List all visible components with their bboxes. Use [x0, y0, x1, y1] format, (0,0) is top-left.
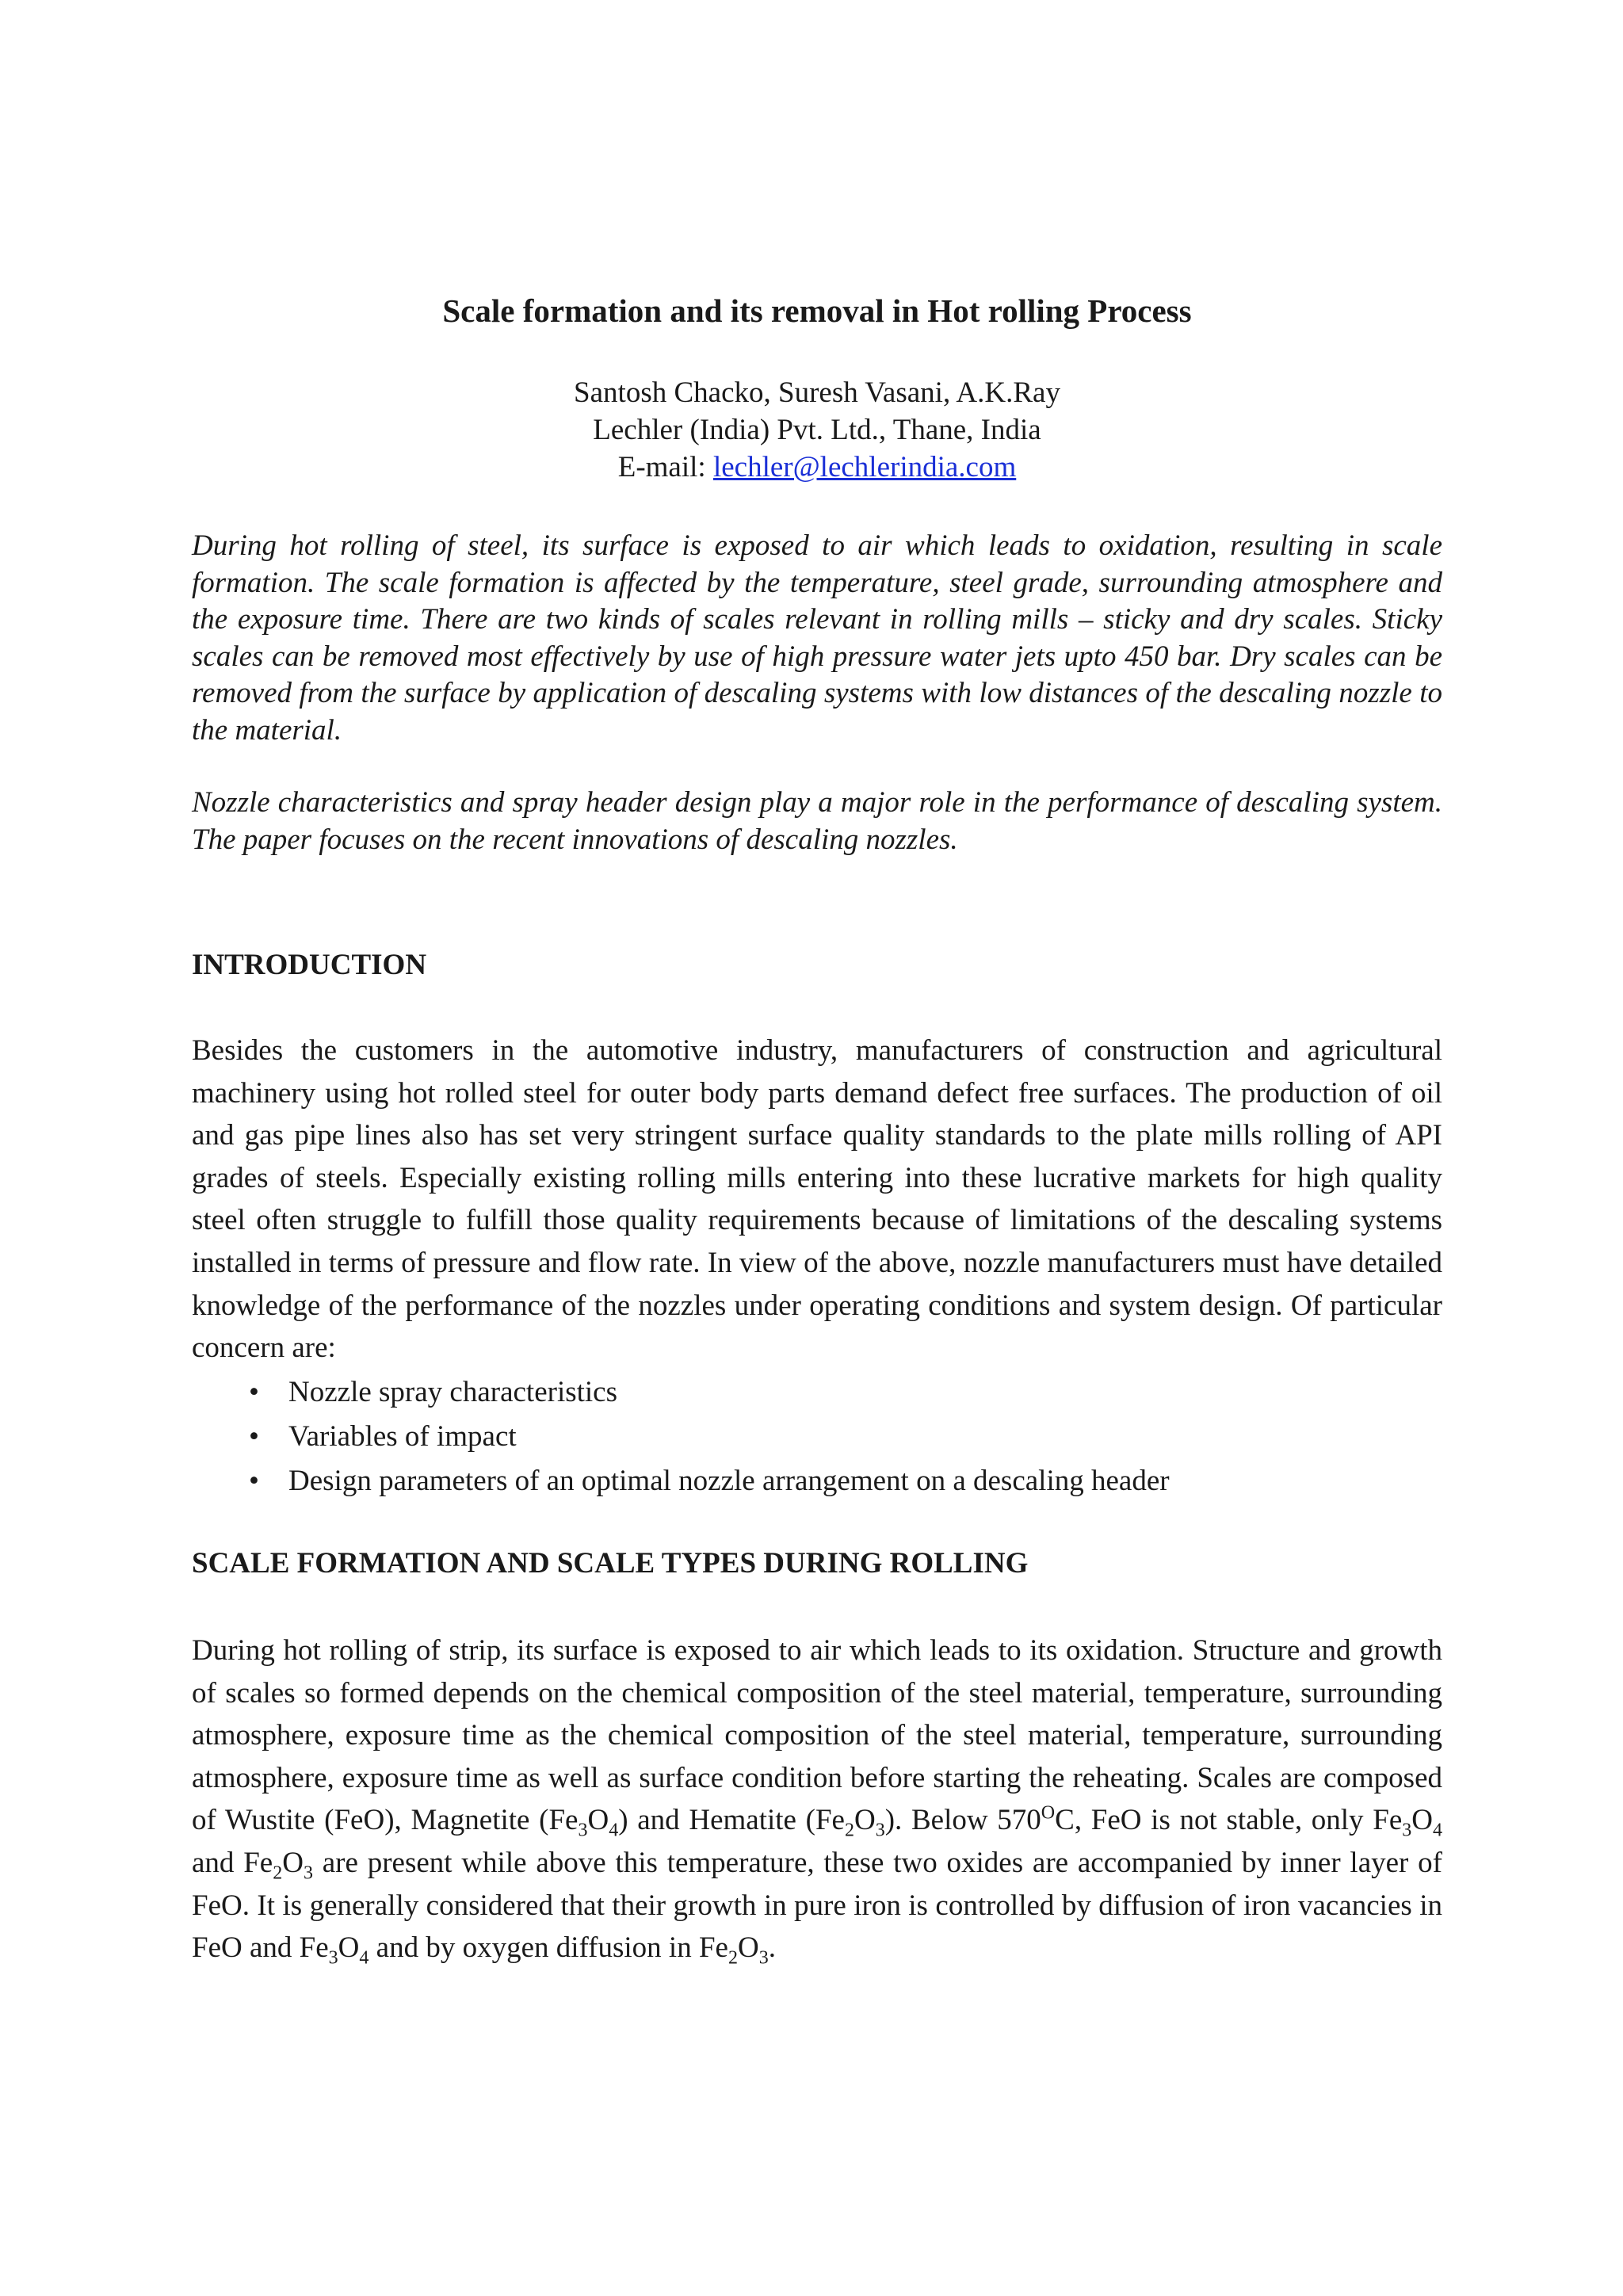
subscript: 2	[844, 1820, 854, 1841]
subscript: 3	[578, 1820, 588, 1841]
subscript: 3	[328, 1947, 338, 1969]
bullet-icon: •	[249, 1465, 259, 1497]
list-item	[192, 1370, 1442, 1415]
text-run: O	[854, 1804, 876, 1837]
subscript: 3	[758, 1947, 769, 1969]
subscript: 3	[1402, 1820, 1412, 1841]
subscript: 3	[875, 1820, 885, 1841]
author-names: Santosh Chacko, Suresh Vasani, A.K.Ray	[574, 376, 1060, 409]
introduction-paragraph: Besides the customers in the automotive industry, manufacturers of construction and agricultural machinery using hot rolled steel for outer body parts demand defect free surfaces. The production of oil and gas pipe lines also has set very stringent surface quality standards to the plate mills rolling of API grades of steels. Especially existing rolling mills entering into these lucrative markets for high quality steel often struggle to fulfill those quality requirements because of limitations of the descaling systems installed in terms of pressure and flow rate. In view of the above, nozzle manufacturers must have detailed knowledge of the performance of the nozzles under operating conditions and system design. Of particular concern are:	[192, 1034, 1442, 1365]
text-run: and by oxygen diffusion in Fe	[369, 1931, 728, 1965]
list-item-text: Design parameters of an optimal nozzle arrangement on a descaling header	[288, 1465, 1170, 1497]
text-run: are present while above this temperature, these two oxides are accompanied by inner layer of FeO. It is generally considered that their growth in pure iron is controlled by diffusion of iron vacancies in FeO and Fe	[192, 1846, 1442, 1965]
bullet-icon: •	[249, 1420, 259, 1453]
section-heading-scale-formation: SCALE FORMATION AND SCALE TYPES DURING ROLLING	[192, 1547, 1029, 1580]
author-block	[192, 374, 1442, 486]
subscript: 3	[303, 1862, 313, 1884]
abstract-paragraph-2: Nozzle characteristics and spray header design play a major role in the performance of descaling system. The paper focuses on the recent innovations of descaling nozzles.	[192, 786, 1442, 856]
scale-formation-paragraph	[192, 1629, 1442, 1969]
subscript: 2	[727, 1947, 738, 1969]
text-run: .	[768, 1931, 776, 1965]
superscript: O	[1041, 1803, 1056, 1824]
text-run: C, FeO is not stable, only Fe	[1055, 1804, 1403, 1837]
section-heading-introduction: INTRODUCTION	[192, 949, 427, 981]
text-run: O	[737, 1931, 759, 1965]
list-item-text: Nozzle spray characteristics	[288, 1376, 618, 1408]
text-run: O	[587, 1804, 609, 1837]
subscript: 4	[609, 1820, 619, 1841]
list-item-text: Variables of impact	[288, 1420, 517, 1453]
text-run: O	[338, 1931, 360, 1965]
subscript: 4	[359, 1947, 369, 1969]
abstract-paragraph-1: During hot rolling of steel, its surface is exposed to air which leads to oxidation, resulting in scale formation. The scale formation is affected by the temperature, steel grade, surrounding atmosphere and the exposure time. There are two kinds of scales relevant in rolling mills – sticky and dry scales. Sticky scales can be removed most effectively by use of high pressure water jets upto 450 bar. Dry scales can be removed from the surface by application of descaling systems with low distances of the descaling nozzle to the material.	[192, 529, 1442, 747]
subscript: 2	[273, 1862, 283, 1884]
text-run: and Fe	[192, 1846, 273, 1879]
list-item	[192, 1459, 1442, 1503]
author-email-line	[192, 449, 1442, 486]
concern-list	[192, 1370, 1442, 1503]
list-item	[192, 1415, 1442, 1459]
text-run: O	[282, 1846, 304, 1879]
subscript: 4	[1433, 1820, 1442, 1841]
paper-title: Scale formation and its removal in Hot rolling Process	[442, 292, 1192, 329]
author-affiliation: Lechler (India) Pvt. Ltd., Thane, India	[593, 414, 1041, 446]
text-run: ) and Hematite (Fe	[618, 1804, 845, 1837]
text-run: O	[1411, 1804, 1433, 1837]
email-label: E-mail:	[617, 451, 706, 483]
text-run: ). Below 570	[884, 1804, 1041, 1837]
email-link[interactable]: lechler@lechlerindia.com	[712, 451, 1017, 483]
text-run: During hot rolling of strip, its surface is exposed to air which leads to its oxidation. Structure and growth of scales so formed depends on the chemical composition of the steel material, temperature, surrounding atmosphere, exposure time as the chemical composition of the steel material, temperature, surrounding atmosphere, exposure time as well as surface condition before starting the reheating. Scales are composed of Wustite (FeO), Magnetite (Fe	[192, 1634, 1442, 1837]
bullet-icon: •	[249, 1376, 259, 1408]
